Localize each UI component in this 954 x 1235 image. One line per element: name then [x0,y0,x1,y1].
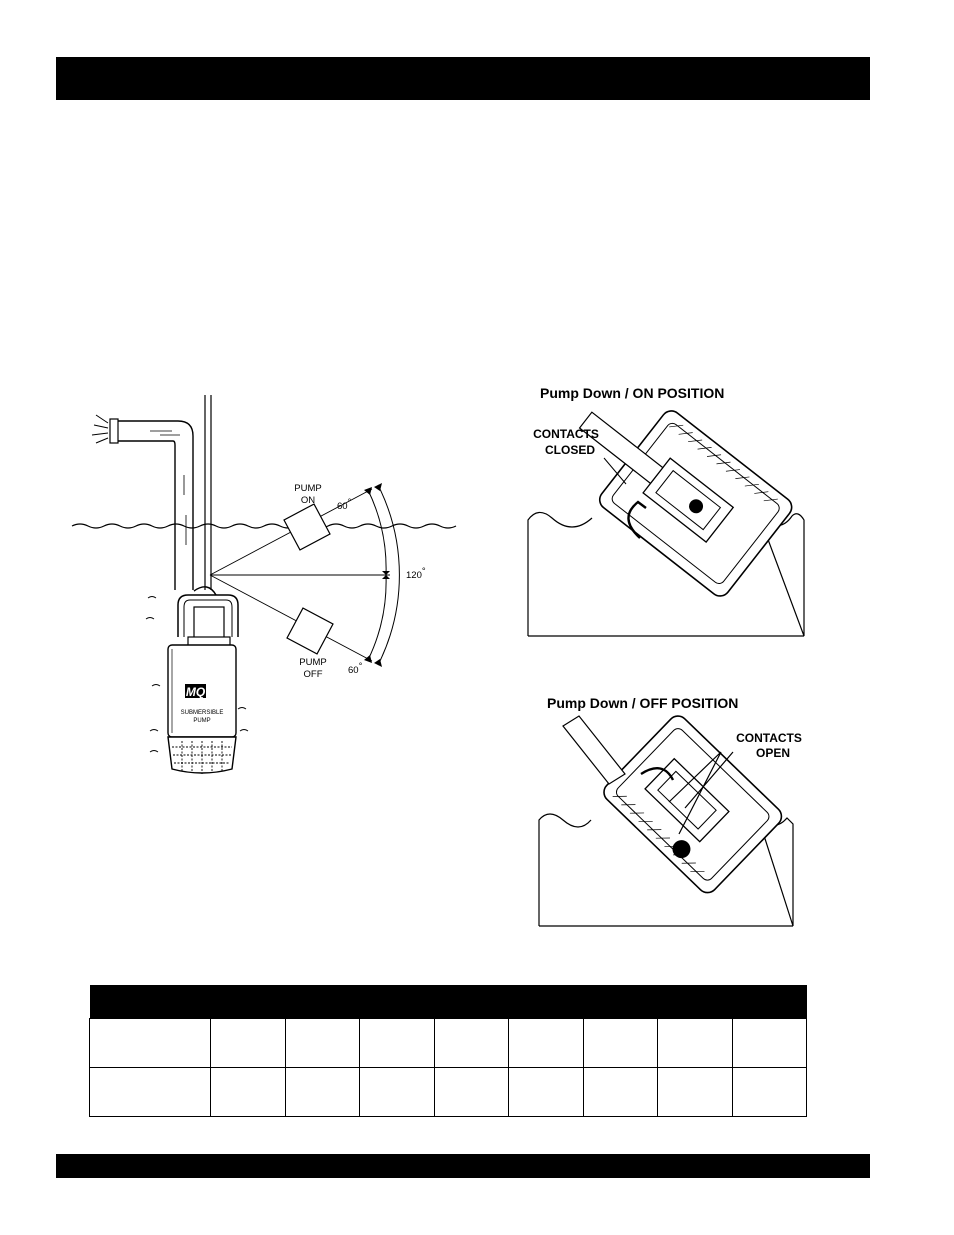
pump-on-label-1: PUMP [294,483,322,494]
contacts-closed-label-1: CONTACTS [533,427,599,441]
table-cell [360,1068,435,1117]
contacts-open-label-2: OPEN [755,746,791,760]
table-cell [509,1068,584,1117]
table-cell [583,1019,658,1068]
table-cell [583,1068,658,1117]
off-position-title: Pump Down / OFF POSITION [547,695,739,711]
pump-off-label-1: PUMP [299,657,327,668]
pump-body-text-2: PUMP [193,718,211,724]
angle-top-label: 60° [337,497,352,512]
angle-total-label: 120° [406,566,426,581]
float-on-position-diagram [522,378,818,640]
table-cell [211,1019,286,1068]
contacts-open-label-1: CONTACTS [736,731,802,745]
contacts-closed-label-2: CLOSED [544,443,596,457]
table-cell [509,1019,584,1068]
table-cell [434,1019,509,1068]
table-cell [732,1019,807,1068]
header-bar [56,57,870,100]
table-cell [90,1019,211,1068]
table-row [90,1068,807,1117]
table-cell [658,1019,733,1068]
table-cell [434,1068,509,1117]
table-cell [285,1068,360,1117]
pump-float-diagram [60,385,480,795]
specification-table [89,985,807,1117]
float-off-position-diagram [535,690,815,932]
table-cell [658,1068,733,1117]
mq-logo: MQ [185,685,206,699]
table-cell [211,1068,286,1117]
on-position-title: Pump Down / ON POSITION [540,385,725,401]
angle-bottom-label: 60° [348,661,363,676]
pump-off-label-2: OFF [303,669,323,680]
table-cell [285,1019,360,1068]
table-row [90,1019,807,1068]
table-header [90,985,807,1019]
table-cell [732,1068,807,1117]
pump-on-label-2: ON [300,495,316,506]
pump-body-text-1: SUBMERSIBLE [180,710,224,716]
table-cell [360,1019,435,1068]
table-cell [90,1068,211,1117]
footer-bar [56,1154,870,1178]
